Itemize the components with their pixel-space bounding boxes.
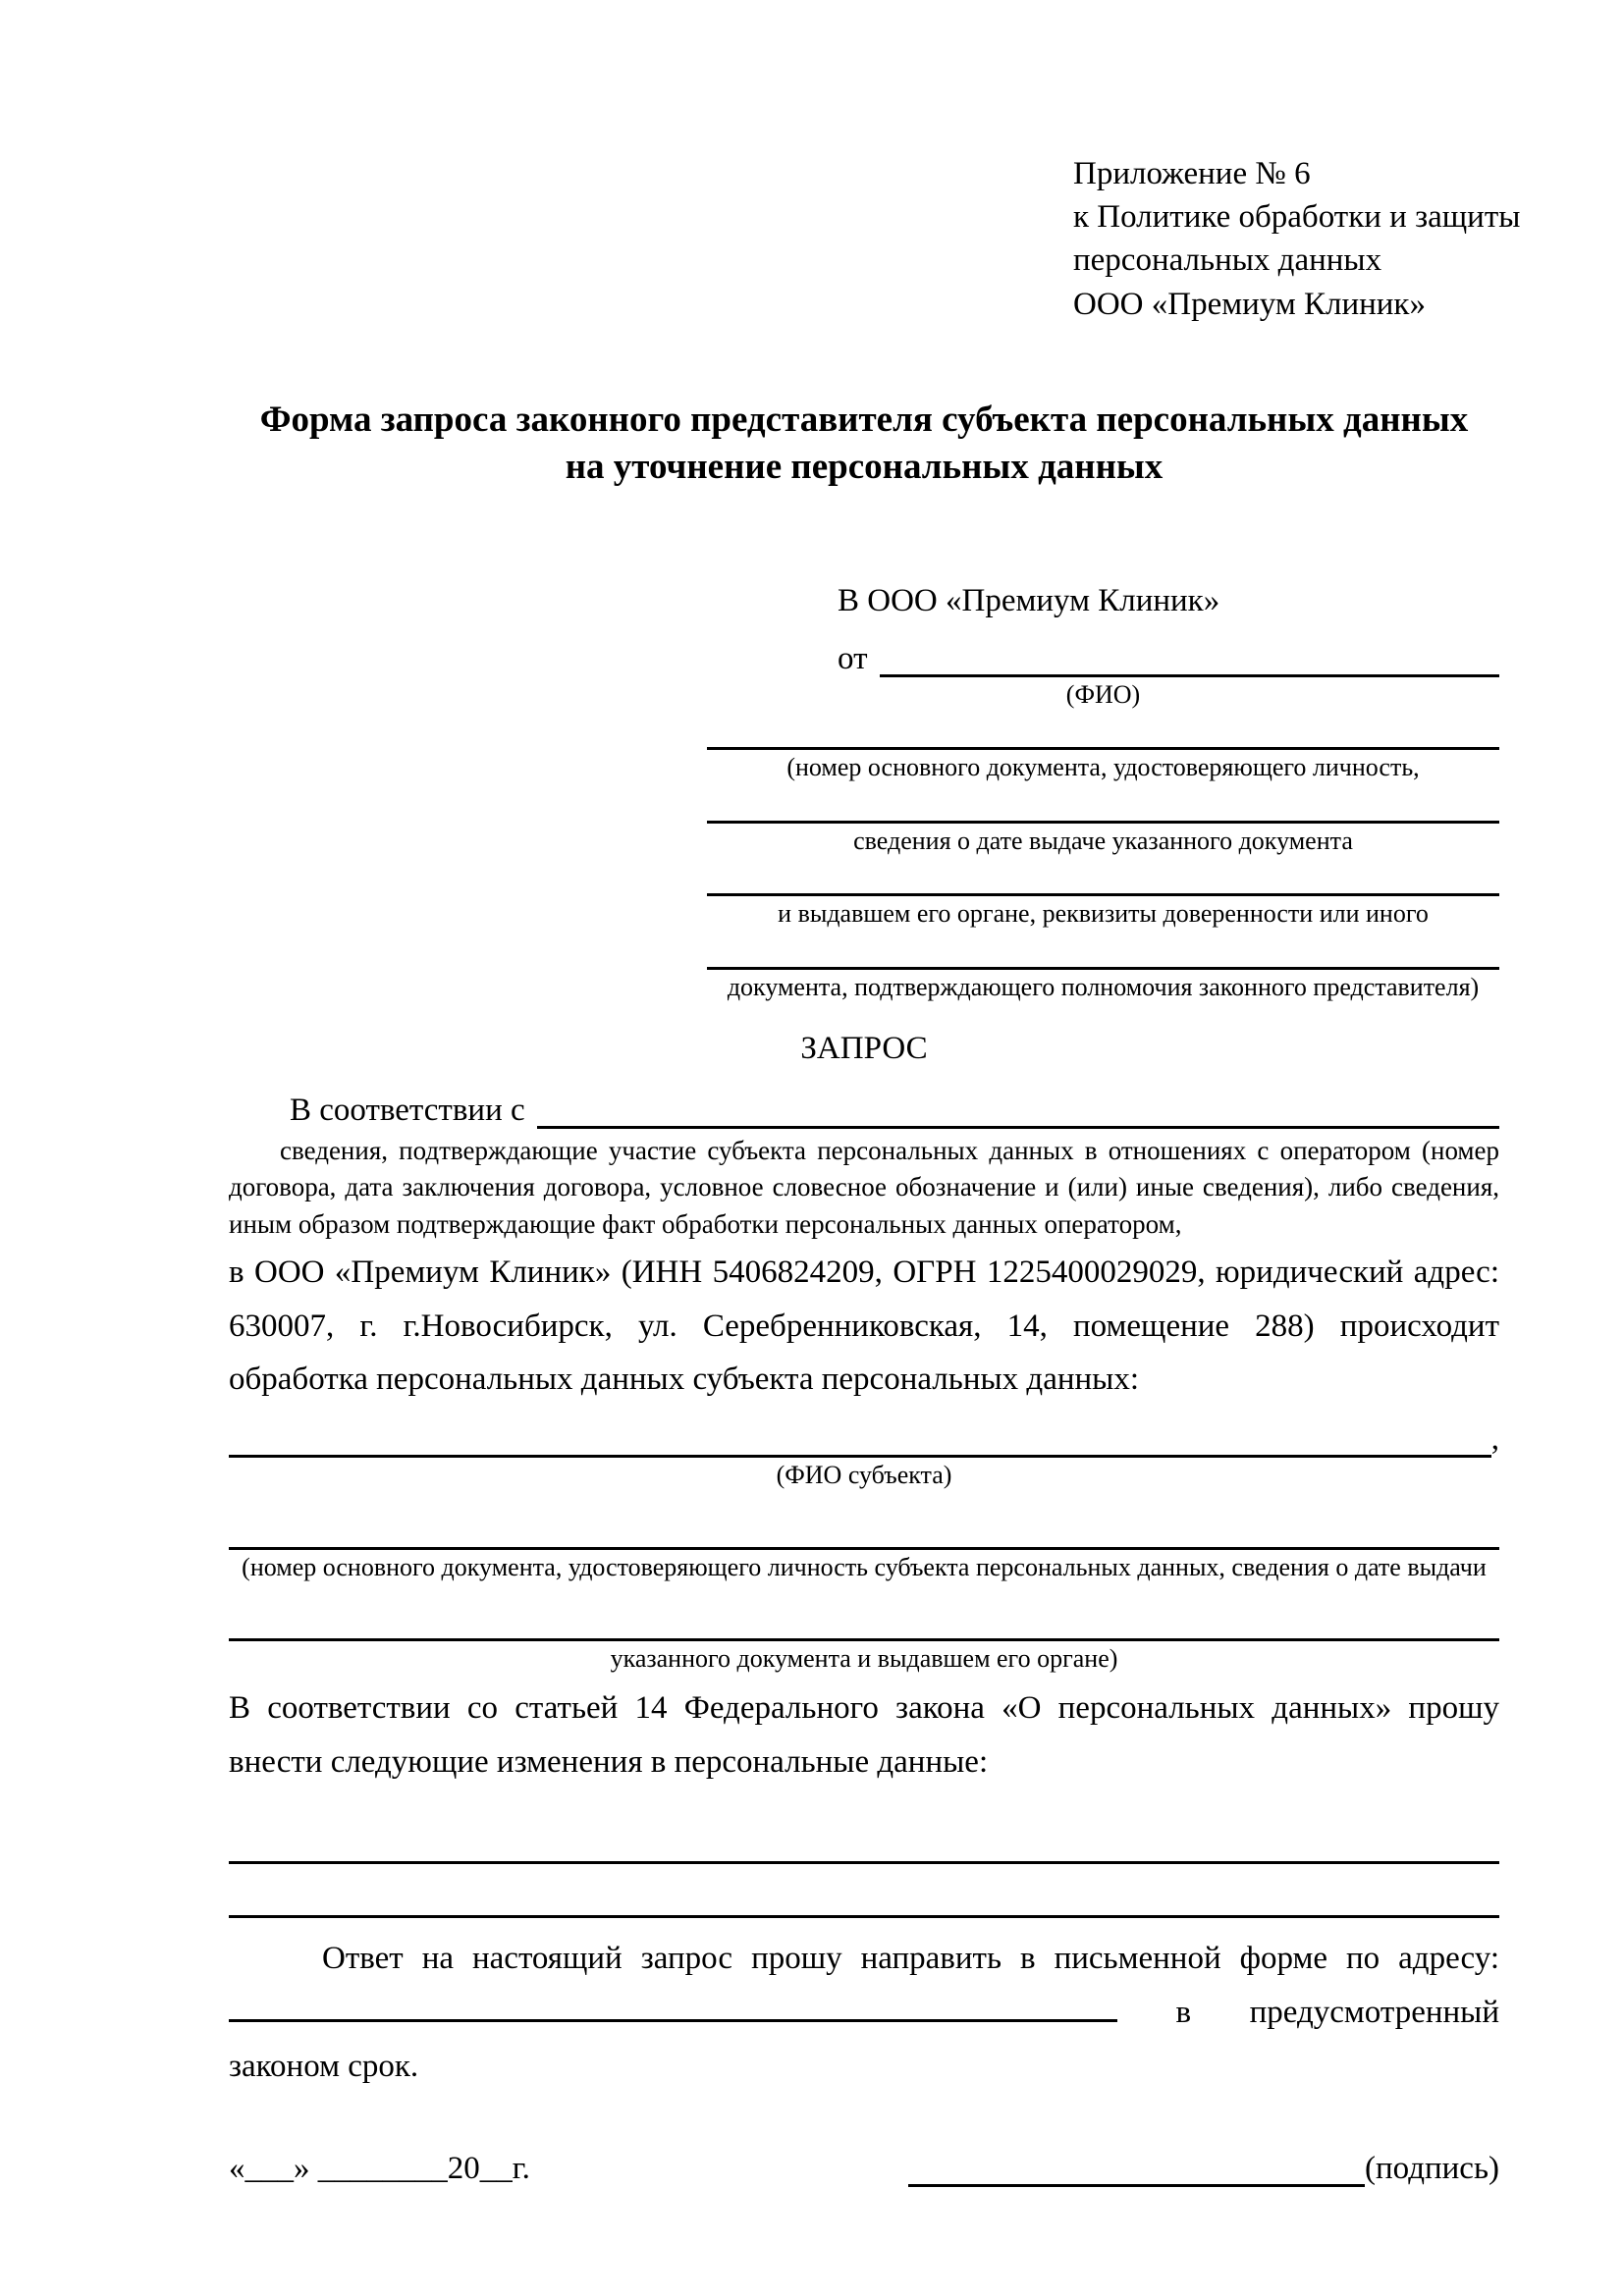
addressee-block	[707, 577, 1499, 1003]
addressee-organization: В ООО «Премиум Клиник»	[838, 583, 1220, 619]
representative-document-caption-4: документа, подтверждающего полномочия законного представителя)	[727, 972, 1480, 1001]
representative-name-field[interactable]	[880, 635, 1500, 677]
annex-line-2: к Политике обработки и защиты	[1073, 199, 1521, 236]
signature-caption: (подпись)	[1365, 2150, 1499, 2186]
representative-document-field-2[interactable]	[707, 784, 1499, 824]
document-title	[229, 397, 1499, 491]
subject-name-row	[229, 1416, 1499, 1458]
response-paragraph	[229, 1932, 1499, 2093]
annex-line-3: персональных данных	[1073, 242, 1382, 279]
subject-name-field[interactable]	[229, 1415, 1491, 1458]
response-tail: в предусмотренный законом срок.	[229, 1995, 1499, 2084]
annex-line-1: Приложение № 6	[1073, 156, 1311, 191]
representative-document-field-1[interactable]	[707, 711, 1499, 750]
intro-row	[229, 1080, 1499, 1129]
subject-document-caption-2: указанного документа и выдавшем его органе)	[610, 1644, 1118, 1674]
subject-document-field-2[interactable]	[229, 1597, 1499, 1641]
signature-field[interactable]	[908, 2147, 1365, 2187]
document-title-line-2: на уточнение персональных данных	[565, 446, 1164, 487]
representative-document-caption-3: и выдавшем его органе, реквизиты доверенности или иного	[778, 899, 1429, 929]
subject-document-caption-1: (номер основного документа, удостоверяющего личность субъекта персональных данных, сведения о дате выдачи	[242, 1552, 1487, 1581]
signature-area	[908, 2147, 1499, 2187]
fio-caption: (ФИО)	[1065, 679, 1141, 709]
footer-row	[229, 2147, 1499, 2187]
subject-document-field-1[interactable]	[229, 1506, 1499, 1550]
from-label: от	[838, 640, 868, 676]
representative-document-field-4[interactable]	[707, 931, 1499, 970]
intro-prefix: В соответствии с	[290, 1092, 525, 1128]
representative-document-caption-1: (номер основного документа, удостоверяющего личность,	[786, 753, 1420, 782]
date-field[interactable]: «___» ________20__г.	[229, 2150, 530, 2186]
relation-details-note: сведения, подтверждающие участие субъекта персональных данных в отношениях с оператором (номер договора, дата заключения договора, условное словесное обозначение и (или) иные сведения), либо сведения, иным образом подтверждающие факт обработки персональных данных оператором,	[229, 1135, 1499, 1240]
operator-paragraph: в ООО «Премиум Клиник» (ИНН 5406824209, ОГРН 1225400029029, юридический адрес: 630007, г. г.Новосибирск, ул. Серебренниковская, 14, помещение 288) происходит обработка персональных данных субъекта персональных данных:	[229, 1254, 1499, 1398]
document-title-line-1: Форма запроса законного представителя субъекта персональных данных	[259, 399, 1469, 440]
annex-block	[1073, 152, 1521, 326]
request-heading: ЗАПРОС	[800, 1031, 928, 1067]
representative-document-caption-2: сведения о дате выдаче указанного документа	[853, 826, 1353, 855]
representative-document-field-3[interactable]	[707, 857, 1499, 896]
from-row	[707, 626, 1499, 677]
changes-field-2[interactable]	[229, 1864, 1499, 1918]
subject-fio-caption: (ФИО субъекта)	[776, 1461, 952, 1490]
annex-line-4: ООО «Премиум Клиник»	[1073, 286, 1426, 322]
relation-details-field[interactable]	[537, 1087, 1499, 1129]
article-paragraph: В соответствии со статьей 14 Федерального закона «О персональных данных» прошу внести следующие изменения в персональные данные:	[229, 1689, 1499, 1780]
changes-field-1[interactable]	[229, 1814, 1499, 1864]
response-address-field[interactable]	[229, 1986, 1117, 2022]
response-text: Ответ на настоящий запрос прошу направить в письменной форме по адресу:	[322, 1941, 1499, 1977]
subject-name-suffix: ,	[1490, 1421, 1499, 1458]
